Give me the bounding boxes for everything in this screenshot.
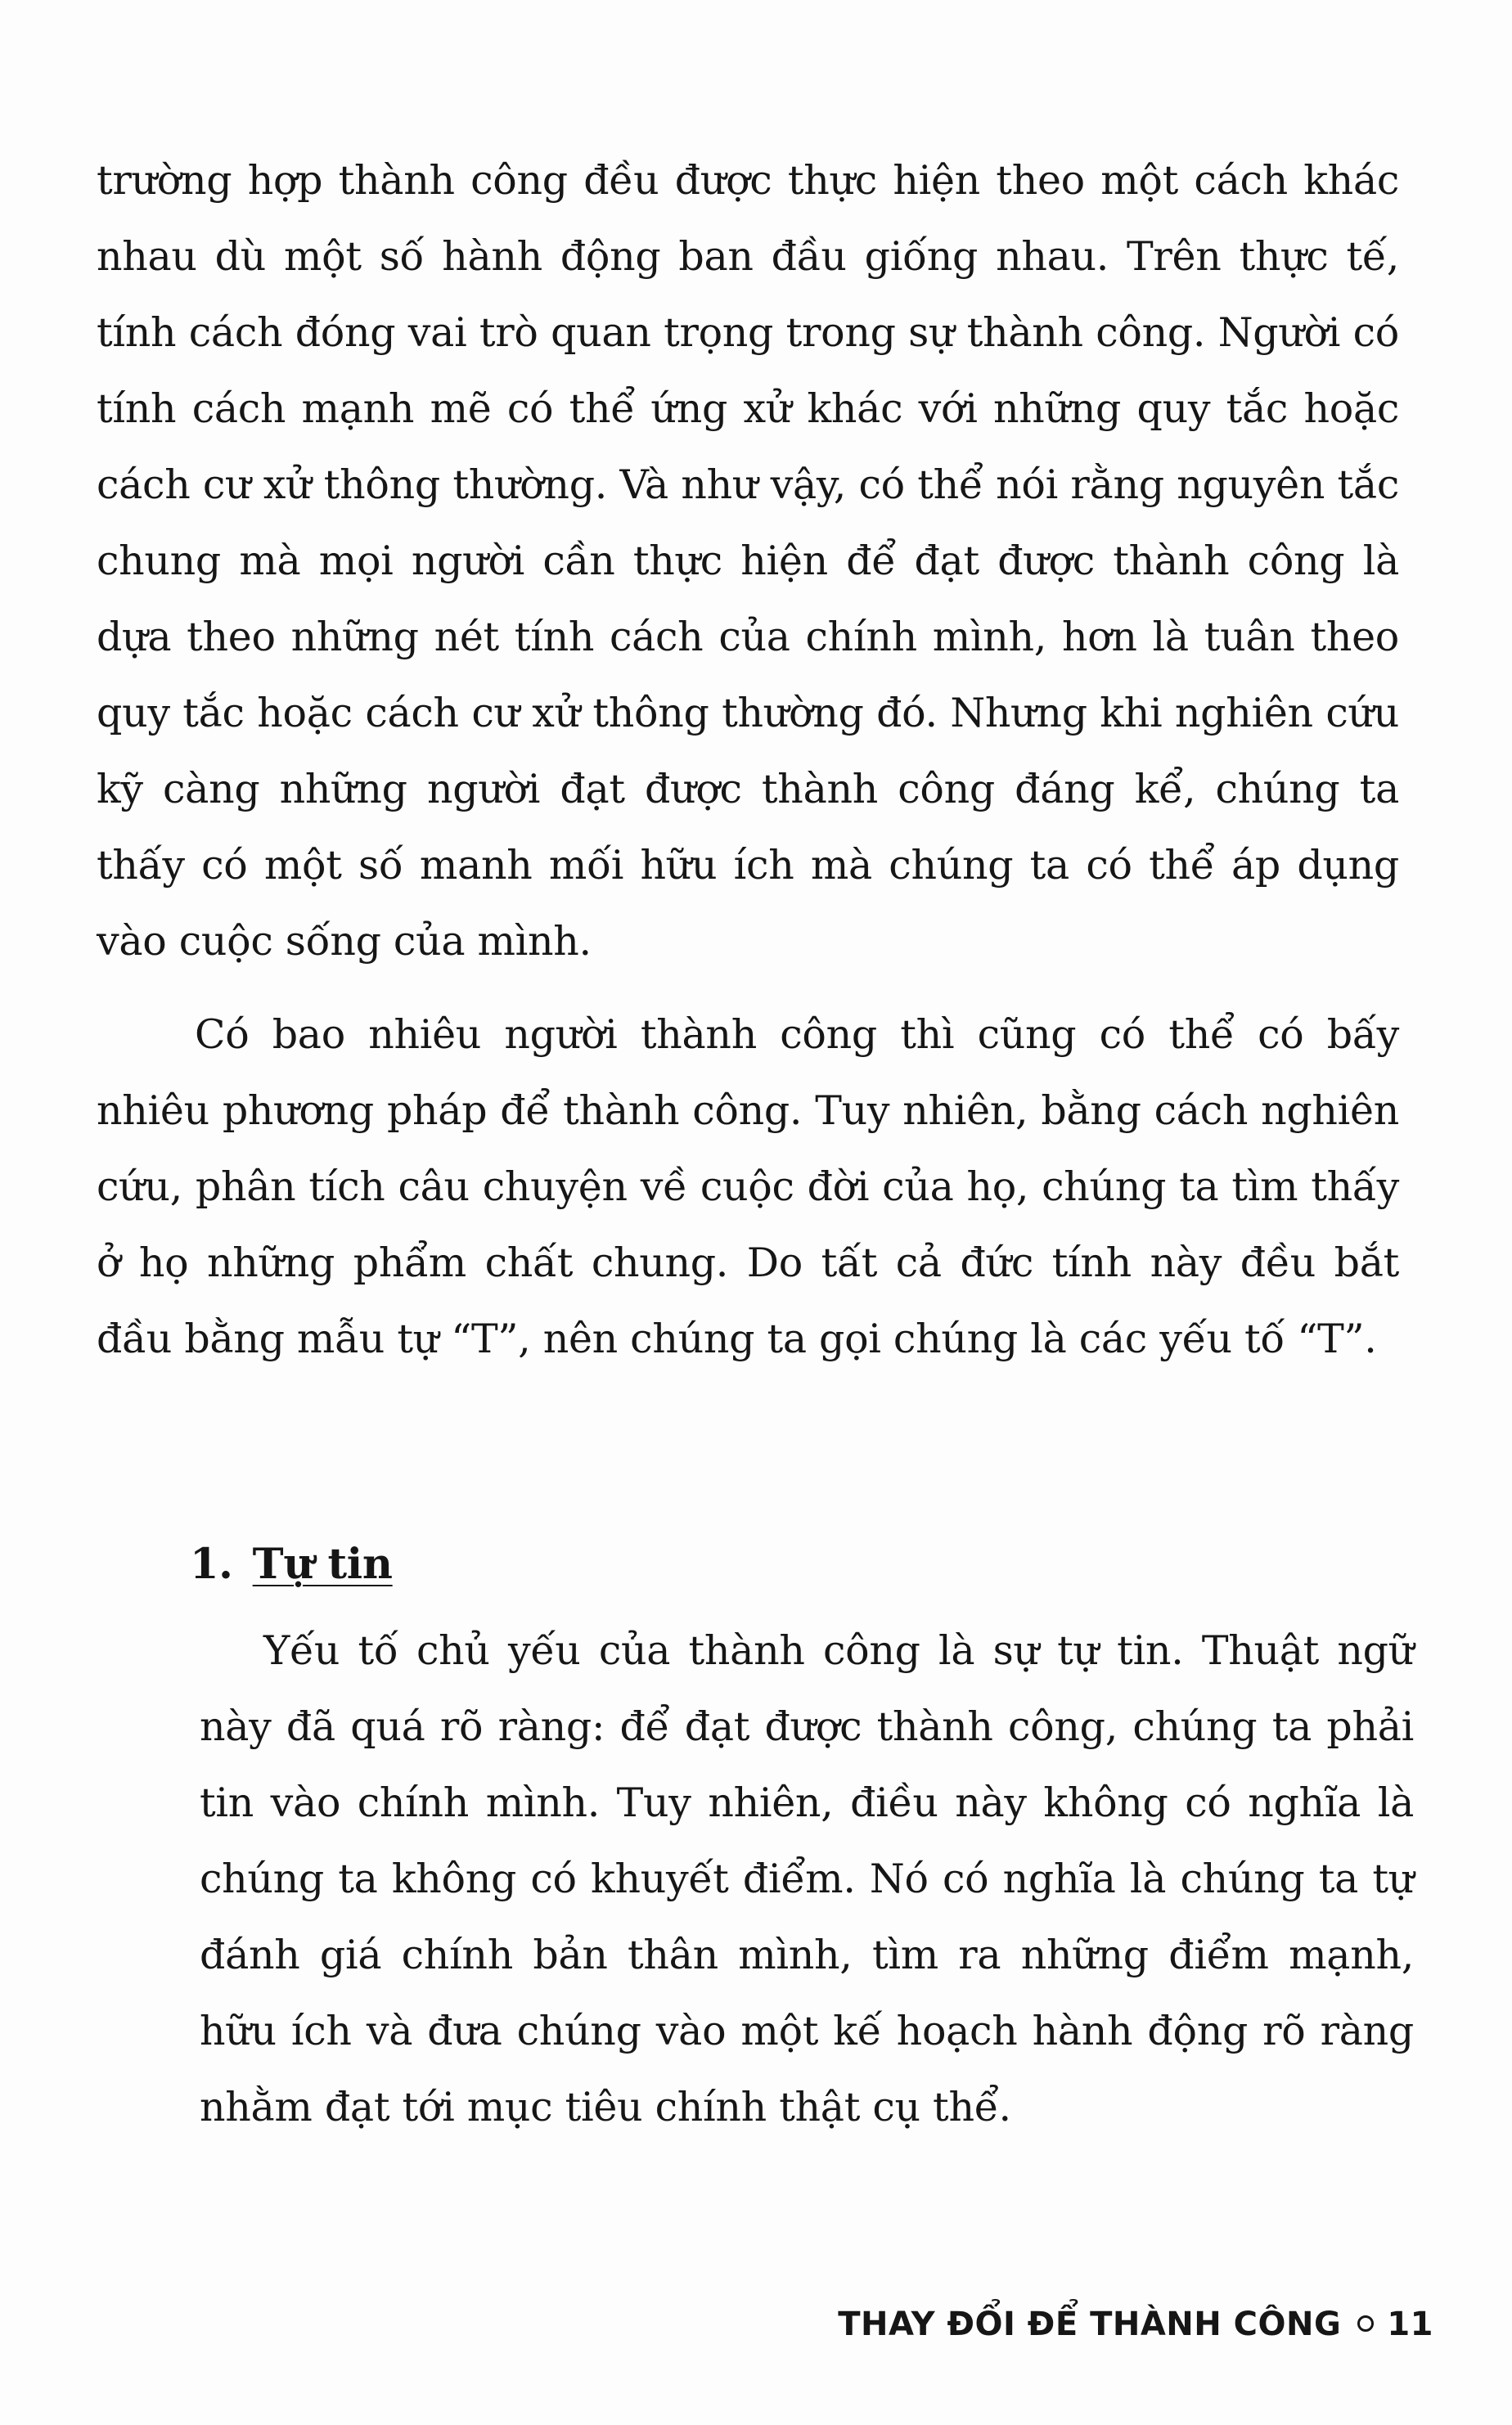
page-number: 11 [1387,2306,1433,2343]
page-footer [838,2304,1433,2345]
section-title: Tự tin [252,1540,393,1589]
section-body: Yếu tố chủ yếu của thành công là sự tự tin. Thuật ngữ này đã quá rõ ràng: để đạt được thành công, chúng ta phải tin vào chính mình. Tuy nhiên, điều này không có nghĩa là chúng ta không có khuyết điểm. Nó có nghĩa là chúng ta tự đánh giá chính bản thân mình, tìm ra những điểm mạnh, hữu ích và đưa chúng vào một kế hoạch hành động rõ ràng nhằm đạt tới mục tiêu chính thật cụ thể. [200,1627,1414,2130]
paragraph-2: Có bao nhiêu người thành công thì cũng có thể có bấy nhiêu phương pháp để thành công. Tuy nhiên, bằng cách nghiên cứu, phân tích câu chuyện về cuộc đời của họ, chúng ta tìm thấy ở họ những phẩm chất chung. Do tất cả đức tính này đều bắt đầu bằng mẫu tự “T”, nên chúng ta gọi chúng là các yếu tố “T”. [97,1011,1399,1362]
running-title: THAY ĐỔI ĐỂ THÀNH CÔNG [838,2306,1342,2343]
section-number: 1. [190,1540,233,1589]
section-heading [190,1532,393,1597]
paragraph-1: trường hợp thành công đều được thực hiện theo một cách khác nhau dù một số hành động ban đầu giống nhau. Trên thực tế, tính cách đóng vai trò quan trọng trong sự thành công. Người có tính cách mạnh mẽ có thể ứng xử khác với những quy tắc hoặc cách cư xử thông thường. Và như vậy, có thể nói rằng nguyên tắc chung mà mọi người cần thực hiện để đạt được thành công là dựa theo những nét tính cách của chính mình, hơn là tuân theo quy tắc hoặc cách cư xử thông thường đó. Nhưng khi nghiên cứu kỹ càng những người đạt được thành công đáng kể, chúng ta thấy có một số manh mối hữu ích mà chúng ta có thể áp dụng vào cuộc sống của mình. [97,157,1399,965]
circle-separator-icon [1357,2315,1374,2332]
